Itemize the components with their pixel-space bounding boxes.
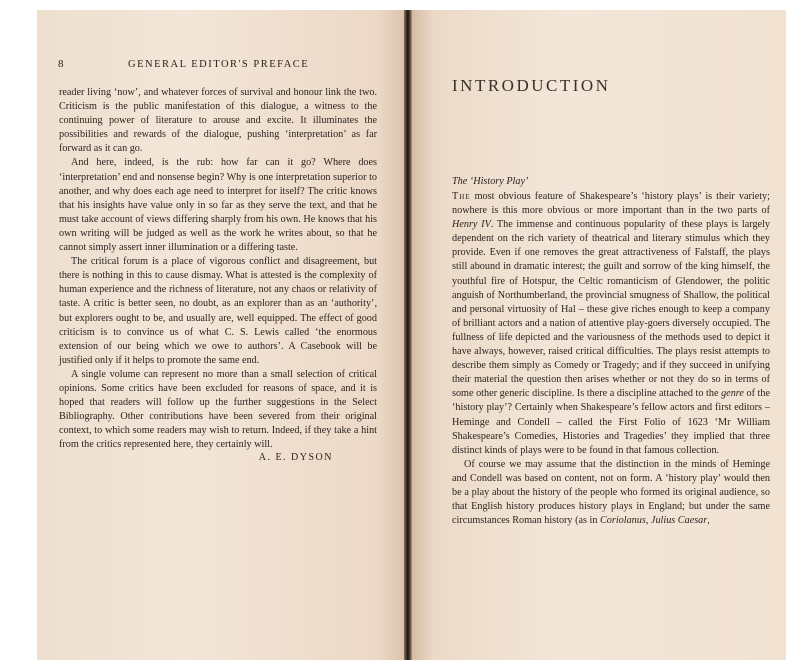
preface-paragraph-4: A single volume can represent no more than a small selection of critical opinions. Some critics have been excluded for reasons of space, and it is hoped that readers will follow up the further suggestions in the Select Bibliography. Other contributions have been severed from their original context, to which some readers may wish to return. Indeed, if they take a hint from the critics represented here, they certainly will. [59, 368, 377, 451]
left-page [37, 10, 408, 660]
right-page-content [452, 76, 770, 528]
running-head: GENERAL EDITOR'S PREFACE [128, 59, 310, 70]
right-page [412, 10, 786, 660]
intro-paragraph-2: Of course we may assume that the distinction in the minds of Heminge and Condell was based on content, not on form. A ‘history play’ would then be a play about the history of the people who formed its original audience, so that English history produces history plays in England; but under the same circumstances Roman history (as in Coriolanus, Julius Caesar, [452, 458, 770, 527]
preface-paragraph-3: The critical forum is a place of vigorous conflict and disagreement, but there is nothing in this to cause dismay. What is attested is the complexity of human experience and the richness of literature, not any chaos or relativity of taste. A critic is better seen, no doubt, as an explorer than as an ‘authority’, but explorers ought to be, and usually are, well equipped. The effect of good criticism is to convince us of what C. S. Lewis called ‘the enormous extension of our being which we owe to authors’. A Casebook will be justified only if it helps to promote the same end. [59, 256, 377, 366]
drop-word: The [452, 191, 471, 202]
preface-paragraph-1: reader living ‘now’, and whatever forces of survival and honour link the two. Criticism is the public manifestation of this dialogue, a witness to the continuing power of literature to arouse and excite. It illuminates the possibilities and rewards of the dialogue, pushing ‘interpretation’ as far forward as it can go. [59, 87, 377, 155]
left-page-content [59, 58, 377, 463]
intro-paragraph-1: The most obvious feature of Shakespeare’s ‘history plays’ is their variety; nowhere is this more obvious or more important than in the two parts of Henry IV. The immense and continuous popularity of these plays is largely dependent on the rich variety of theatrical and literary stimulus which they provide. Even if one removes the great attractiveness of Falstaff, the plays still abound in dramatic interest; the guilt and sorrow of the king himself, the youthful fire of Hotspur, the Celtic romanticism of Glendower, the politic anguish of Northumberland, the provincial smugness of Shallow, the political and personal virtuosity of Hal – these give riches enough to keep a company of brilliant actors and a nation of attentive play-goers diversely occupied. The fullness of life depicted and the variousness of the methods used to depict it have always, however, raised critical difficulties. The plays resist attempts to describe them simply as Comedy or Tragedy; and if they succeed in unifying their material the question then arises whether or not they do so in terms of some other generic discipline. Is there a discipline attached to the genre of the ‘history play’? Certainly when Shakespeare’s fellow actors and first editors – Heminge and Condell – called the First Folio of 1623 ‘Mr William Shakespeare’s Comedies, Histories and Tragedies’ they implied that three distinct kinds of plays were to be found in that famous collection. [452, 191, 771, 456]
section-heading: The ‘History Play’ [452, 176, 529, 187]
left-running-header [58, 58, 377, 70]
book-gutter [404, 10, 412, 660]
chapter-title: INTRODUCTION [452, 76, 611, 95]
page-number: 8 [58, 58, 65, 70]
editor-signature: A. E. DYSON [258, 452, 333, 464]
preface-paragraph-2: And here, indeed, is the rub: how far can it go? Where does ‘interpretation’ end and nonsense begin? Why is one interpretation superior to another, and why does each age need to interpret for itself? The critic knows that his insights have value only in so far as they serve the text, and that he must take account of views differing sharply from his own. He knows that his own writing will be judged as well as the work he writes about, so that he cannot simply assert inner illumination or a differing taste. [59, 157, 377, 254]
